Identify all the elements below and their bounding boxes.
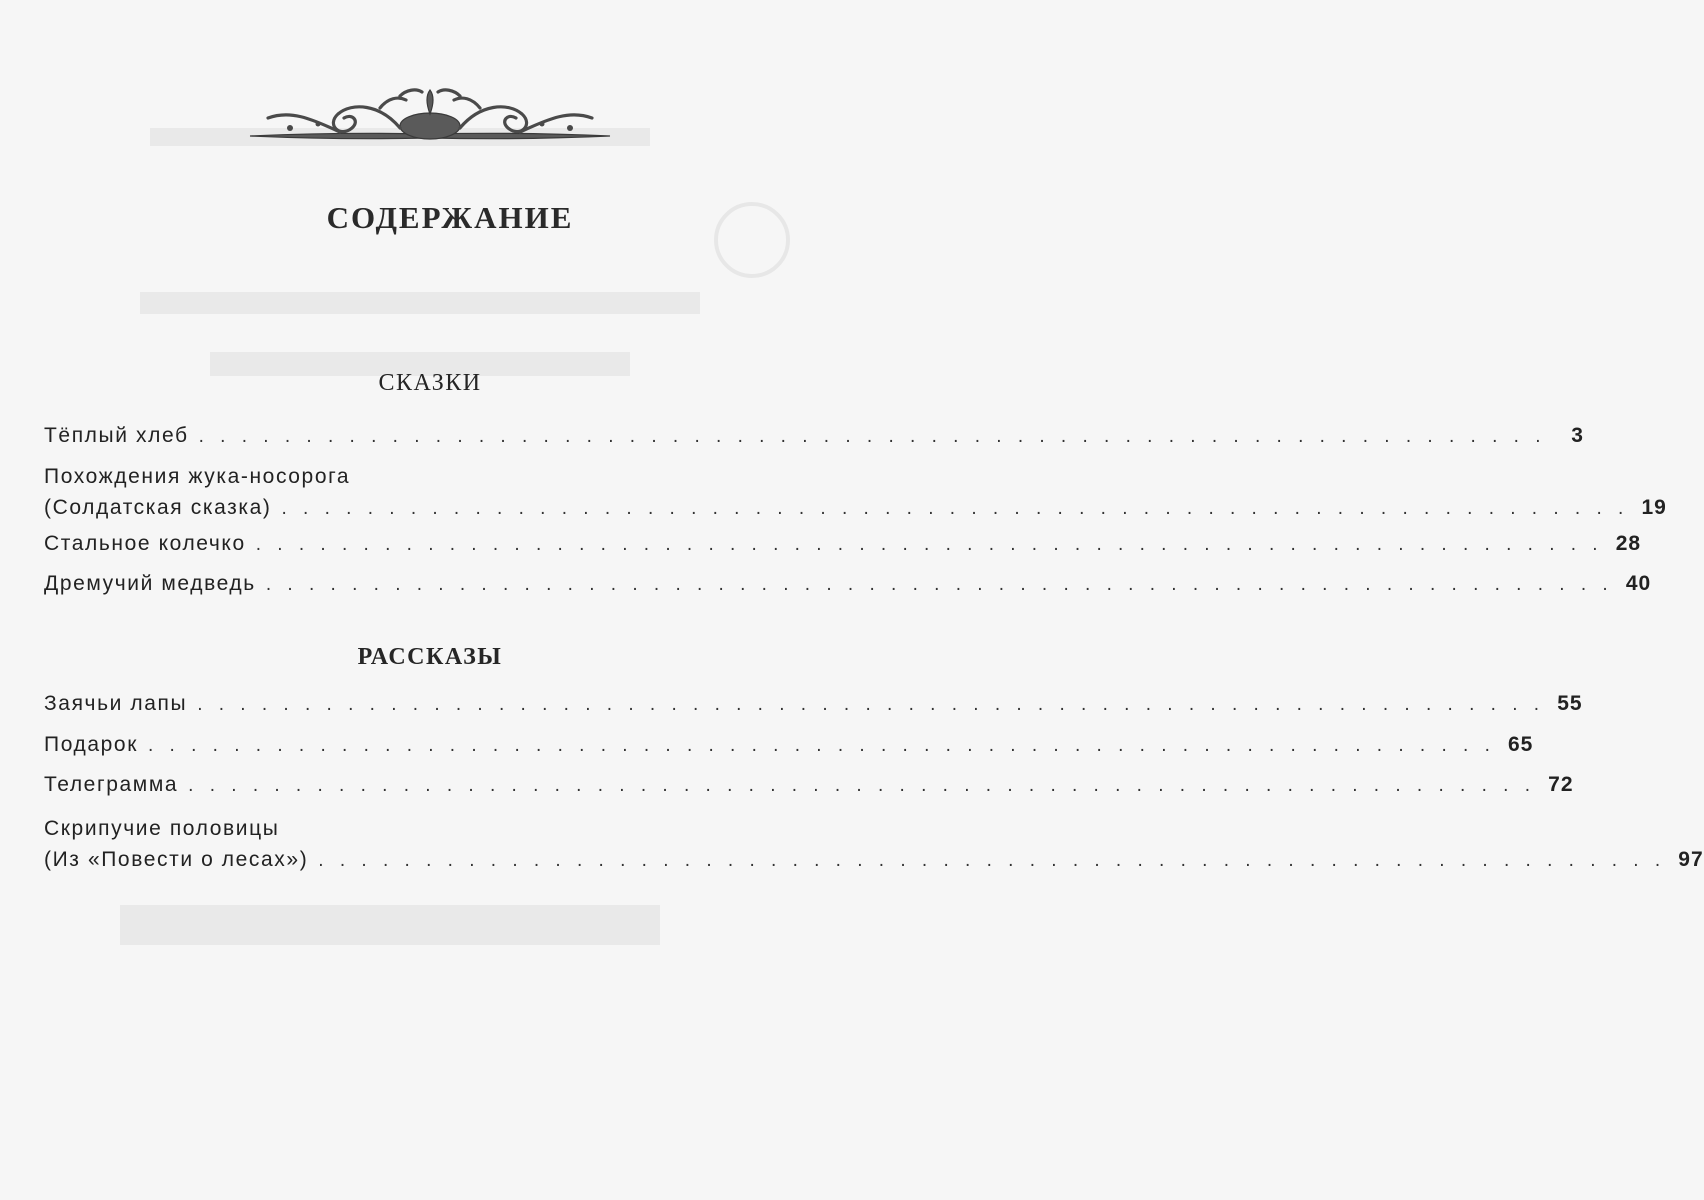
dot-leader: . . . . . . . . . . . . . . . . . . . . . . . . . . . . . . . . . . . . . . . . . . . . . . . . . . . . . . . . . . . . . . . [255, 534, 1604, 555]
entry-subtitle: (Из «Повести о лесах») [44, 848, 309, 871]
dot-leader: . . . . . . . . . . . . . . . . . . . . . . . . . . . . . . . . . . . . . . . . . . . . . . . . . . . . . . . . . . . . . . . [265, 574, 1614, 595]
toc-entry[interactable] [44, 568, 1652, 600]
entry-page-number: 3 [1571, 424, 1584, 447]
entry-page-number: 28 [1615, 532, 1642, 555]
bleed-through-block [120, 905, 660, 945]
toc-entry[interactable] [44, 528, 1642, 560]
dot-leader: . . . . . . . . . . . . . . . . . . . . . . . . . . . . . . . . . . . . . . . . . . . . . . . . . . . . . . . . . . . . . . . [197, 694, 1545, 715]
contents-heading: СОДЕРЖАНИЕ [326, 200, 574, 235]
entry-subtitle: (Солдатская сказка) [44, 496, 272, 519]
section-title-fairy-tales: СКАЗКИ [378, 370, 482, 396]
dot-leader: . . . . . . . . . . . . . . . . . . . . . . . . . . . . . . . . . . . . . . . . . . . . . . . . . . . . . . . . . . . . . . . [188, 775, 1536, 796]
dot-leader: . . . . . . . . . . . . . . . . . . . . . . . . . . . . . . . . . . . . . . . . . . . . . . . . . . . . . . . . . . . . . . . [281, 498, 1629, 519]
ornament-divider-icon [230, 88, 630, 154]
entry-page-number: 72 [1548, 773, 1574, 796]
entry-title: Подарок [44, 733, 138, 756]
entry-page-number: 65 [1508, 733, 1534, 756]
entry-title: Заячьи лапы [44, 692, 188, 715]
entry-page-number: 40 [1625, 572, 1652, 595]
entry-title: Стальное колечко [44, 532, 246, 555]
entry-page-number: 97 [1678, 848, 1704, 871]
bleed-through-block [140, 292, 700, 314]
toc-entry[interactable] [44, 769, 1574, 801]
dot-leader: . . . . . . . . . . . . . . . . . . . . . . . . . . . . . . . . . . . . . . . . . . . . . . . . . . . . . . . . . . . . . . . [198, 426, 1546, 447]
entry-title: Похождения жука-носорога [44, 465, 351, 488]
entry-title: Дремучий медведь [44, 572, 256, 595]
dot-leader: . . . . . . . . . . . . . . . . . . . . . . . . . . . . . . . . . . . . . . . . . . . . . . . . . . . . . . . . . . . . . . . [148, 735, 1496, 756]
toc-entry[interactable] [44, 462, 1667, 524]
entry-title: Тёплый хлеб [44, 424, 189, 447]
entry-title: Скрипучие половицы [44, 817, 280, 840]
section-title-stories: РАССКАЗЫ [357, 644, 503, 670]
entry-page-number: 55 [1557, 692, 1583, 715]
dot-leader: . . . . . . . . . . . . . . . . . . . . . . . . . . . . . . . . . . . . . . . . . . . . . . . . . . . . . . . . . . . . . . . [318, 850, 1666, 871]
entry-title: Телеграмма [44, 773, 179, 796]
toc-entry[interactable] [44, 420, 1584, 452]
toc-entry[interactable] [44, 688, 1583, 720]
entry-page-number: 19 [1641, 496, 1667, 519]
toc-entry[interactable] [44, 814, 1704, 876]
toc-entry[interactable] [44, 729, 1534, 761]
